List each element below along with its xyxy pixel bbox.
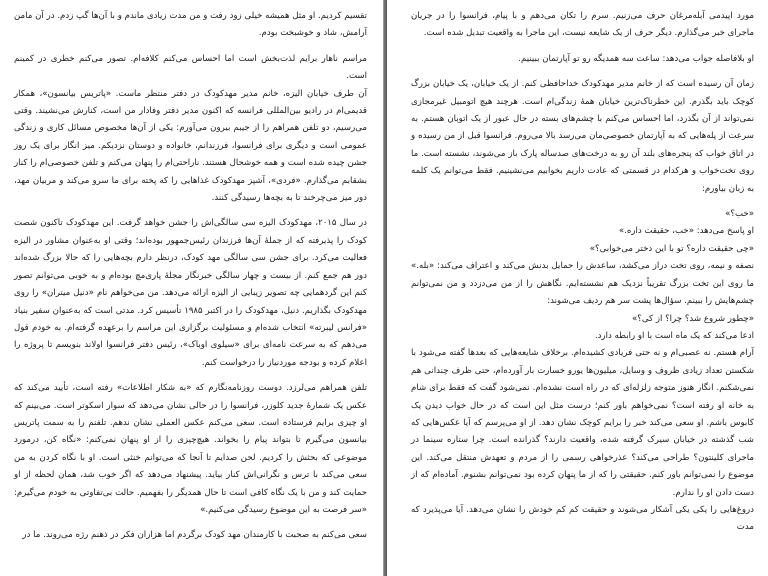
left-paragraph-3: آن طرف خیابان الیزه، خانم مدیر مهدکودک در دفتر منتظر ماست. «پاتریس بیانسون»، همکار قدیمی‌ام در رادیو بین‌المللی فرانسه که اکنون مدیر دفتر وفادار من است، کنارش می‌نشیند. وقتی می‌رسیم، دو تلفن همراهم را از جیبم بیرون می‌آورم: یکی از آن‌ها مخصوص مسائل کاری و زندگی عمومی است و دیگری برای فرانسوا، فرزندانم، خانواده و دوستان نزدیکم. میز انگار برای یک روز جشن چیده شده است و همه خوشحال هستند. ناراحتی‌ام را پنهان می‌کنم و تلفن خصوصی‌ام را کنار بشقابم می‌گذارم. «فردی»، آشپز مهدکودک غذاهایی را که پخته برای ما سرو می‌کند و مربیان مهد، دور میز می‌چرخند تا به بچه‌ها رسیدگی کنند.: [14, 88, 367, 204]
right-paragraph-3: زمان آن رسیده است که از خانم مدیر مهدکودک خداحافظی کنم. از یک خیابان، یک خیابان بزرگ کوچک باید بگذرم. این خطرناک‌ترین خیابان همهٔ زندگی‌ام است. هرچند هیچ اتومبیل غیرمجازی نمی‌تواند از آن بگذرد، اما احساس می‌کنم با چشم‌های بسته در حال عبور از یک اتوبان هستم. به سرعت از پله‌هایی که به آپارتمان خصوصی‌مان می‌رسد بالا می‌روم. فرانسوا قبل از من رسیده و در اتاق خواب که پنجره‌های بلند آن رو به درخت‌های صدساله پارک باز می‌شوند، نشسته است. ما روی تخت‌خواب و هرکدام در قسمتی که عادت داریم بخوابیم می‌نشینیم. فقط می‌توانم یک کلمه به زبان بیاورم:: [411, 79, 754, 194]
right-paragraph-4: «خب؟»: [725, 209, 754, 220]
right-page: [387, 0, 768, 576]
right-paragraph-9: ادعا می‌کند که یک ماه است با او رابطه دارد.: [594, 330, 754, 341]
right-paragraph-1: مورد اپیدمی آبله‌مرغان حرف می‌زنیم. سرم را تکان می‌دهم و با پیام، فرانسوا را در جریان ماجرای خبر می‌گذارم. دیگر حرف از یک شایعه نیست، این ماجرا به واقعیت تبدیل شده است.: [411, 11, 754, 39]
right-paragraph-11: دروغ‌هایی را یکی یکی آشکار می‌شوند و حقیقت کم کم خودش را نشان می‌دهد. آیا می‌پذیرد که مدت: [411, 504, 754, 533]
right-paragraph-2: او بلافاصله جواب می‌دهد: ساعت سه همدیگه رو تو آپارتمان ببینیم.: [518, 53, 754, 64]
right-paragraph-7: نصفه و نیمه، روی تخت دراز می‌کشد، ساعدش را حمایل بدنش می‌کند و اعتراف می‌کند: «بله.» ما روی این تخت بزرگ تقریباً نزدیک هم نشسته‌ایم. نگاهش را از من می‌دزدد و من نمی‌توانم چشم‌هایش را ببینم. سؤال‌ها پشت سر هم ردیف می‌شوند:: [411, 261, 754, 307]
right-paragraph-5: او پاسخ می‌دهد: «خب، حقیقت داره.»: [618, 226, 754, 237]
right-paragraph-6: «چی حقیقت داره؟ تو با این دختر می‌خوابی؟»: [589, 243, 754, 254]
right-paragraph-10: آرام هستم. نه عصبی‌ام و نه حتی فریادی کشیده‌ام. برخلاف شایعه‌هایی که بعدها گفته می‌شود با شکستن تعداد زیادی ظروف و وسایل، میلیون‌ها یورو خسارت بار آورده‌ام، حتی ظرف چندانی هم نمی‌شکنم. انگار هنوز متوجه زلزله‌ای که در راه است نشده‌ام. نمی‌شود گفت که فقط برای شام به خانه او رفته است؟ نمی‌خواهم باور کنم؛ درست مثل این است که در حال خواب دیدن یک کابوس باشم. او سعی می‌کند خبر را برایم کوچک نشان دهد. از او می‌پرسم که آیا عکس‌هایی که شب گذشته در خیابان سیرک گرفته شده، واقعیت دارند؟ گذرانده است. چرا ستاره سینما در ماجرای کلینتون؟ طراحی می‌کند؟ عذرخواهی رسمی را از مردم و تعهدش منتقل می‌کند. این موضوع را نمی‌توانم باور کنم. حقیقتی را که از ما پنهان کرده بود نمی‌توانم بشنوم. آماده‌ام که از دست دادن او را ندارم.: [411, 348, 754, 498]
left-paragraph-1: تقسیم کردیم. او مثل همیشه خیلی زود رفت و من مدت زیادی ماندم و با آن‌ها گپ زدم. در آن مامن آرامش، شاد و خوشبخت بودم.: [14, 11, 367, 39]
left-paragraph-6: سعی می‌کنم به صحبت با کارمندان مهد کودک برگردم اما هزاران فکر در ذهنم رژه می‌روند. ما در: [22, 530, 367, 541]
left-paragraph-2: مراسم ناهار برایم لذت‌بخش است اما احساس می‌کنم کلافه‌ام. تصور می‌کنم خطری در کمینم است.: [14, 53, 367, 82]
left-paragraph-4: در سال ۲۰۱۵، مهدکودک الیزه سی سالگی‌اش را جشن خواهد گرفت. این مهدکودک تاکنون شصت کودک را پذیرفته که از جملهٔ آن‌ها فرزندان رئیس‌جمهور بوده‌اند؛ وقتی او به‌عنوان مشاور در الیزه فعالیت می‌کرد. برای جشن سی سالگی مهد کودک، درنظر دارم بچه‌هایی را که حالا بزرگ شده‌اند دور هم جمع کنم. از بیست و چهار سالگی خبرنگار مجلهٔ پاری‌مچ بوده‌ام و به خوبی می‌توانم تصور کنم این گردهمایی چه تصویر زیبایی از الیزه ارائه می‌دهد. من می‌خواهم نام «دنیل میتران» را روی مهدکودک بگذاریم. دنیل، مهدکودک را در اکتبر ۱۹۸۵ تأسیس کرد. مدتی است که به‌عنوان سفیر بنیاد «فرانس لیبرته» انتخاب شده‌ام و مسئولیت برگزاری این مراسم را برعهده گرفته‌ام. به خودم قول می‌دهم که به سرعت نامه‌ای برای «سیلوی اوباک»، رئیس دفتر فرانسوا اولاند بنویسم تا پروژه را اعلام کرده و بودجه موردنیاز را درخواست کنم.: [14, 218, 367, 368]
left-page: [0, 0, 383, 576]
left-paragraph-5: تلفن همراهم می‌لرزد. دوست روزنامه‌نگارم که «به شکار اطلاعات» رفته است، تأیید می‌کند که عکس یک شمارهٔ جدید کلوزر، فرانسوا را در حالی نشان می‌دهد که سوار اسکوتر است. می‌بینم که او چیزی برایم فرستاده است. سعی می‌کنم عکس العملی نشان ندهم. تلفنم را به سمت پاتریس بیانسون می‌گیرم تا بتواند پیام را بخواند. هیچ‌چیزی را از او پنهان نمی‌کنم: «نگاه کن، درمورد موضوعی که بحثش را کردیم. لحن صدایم تا آنجا که می‌توانم خنثی است. او با نگاه کردن به من سعی می‌کند با ترس و نگرانی‌اش کنار بیاید. پیشنهاد می‌دهد که اگر خوب شد، همان لحظه از او حمایت کند و من با یک نگاه کافی است تا حال همدیگر را بفهمیم. حالت بی‌تفاوتی به خودم می‌گیرم: «سر فرصت به این موضوع رسیدگی می‌کنیم.»: [14, 383, 367, 515]
right-paragraph-8: «چطور شروع شد؟ چرا؟ از کی؟»: [632, 313, 754, 324]
